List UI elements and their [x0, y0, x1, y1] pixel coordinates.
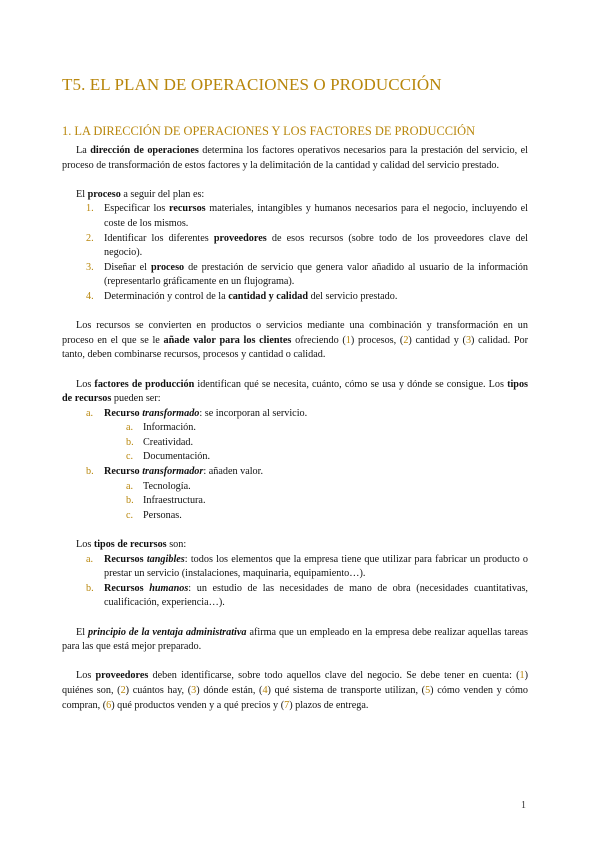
list-item: 1. Especificar los recursos materiales, intangibles y humanos necesarios para el negocio, incluyendo el coste de los mismos.: [86, 203, 529, 229]
section-heading: 1. LA DIRECCIÓN DE OPERACIONES Y LOS FACTORES DE PRODUCCIÓN: [62, 124, 476, 138]
list-item: 2. Identificar los diferentes proveedores de esos recursos (sobre todo de los proveedores clave del negocio).: [86, 232, 528, 259]
page-number: 1: [521, 800, 526, 811]
paragraph-resource-types: Los tipos de recursos son:: [76, 539, 187, 551]
process-list: [62, 202, 528, 304]
sub-list-item: c. Documentación.: [126, 451, 211, 463]
paragraph-factors: Los factores de producción identifican qué se necesita, cuánto, cómo se usa y dónde se consigue. Los tipos de recursos pueden ser:: [62, 378, 529, 405]
paragraph-process: El proceso a seguir del plan es:: [76, 188, 205, 200]
body-text: [62, 144, 528, 713]
sub-list-item: b. Creatividad.: [126, 436, 194, 448]
list-item: b. Recursos humanos: un estudio de las necesidades de mano de obra (necesidades cuantitativas, cualificación, experiencia…).: [86, 582, 528, 609]
paragraph-resources: Los recursos se convierten en productos o servicios mediante una combinación y transformación en un proceso en el que se le añade valor para los clientes ofreciendo (1) procesos, (2) cantidad y (3) calidad. Por tanto, deben combinarse recursos, procesos y cantidad o calidad.: [62, 320, 528, 361]
list-item: 3. Diseñar el proceso de prestación de servicio que genera valor añadido al usuario de la información (representarlo gráficamente en un flujograma).: [86, 261, 528, 288]
paragraph-principle: El principio de la ventaja administrativa afirma que un empleado en la empresa debe realizar aquellas tareas para las que está mejor preparado.: [62, 626, 528, 653]
resource-kind-list: [62, 407, 528, 524]
paragraph-suppliers: Los proveedores deben identificarse, sobre todo aquellos clave del negocio. Se debe tener en cuenta: (1) quiénes son, (2) cuántos hay, (3) dónde están, (4) qué sistema de transporte utilizan, (5) cómo venden y cómo compran, (6) qué productos venden y a qué precios y (7) plazos de entrega.: [62, 670, 529, 711]
list-item: a. Recursos tangibles: todos los elementos que la empresa tiene que utilizar para fabricar un producto o prestar un servicio (instalaciones, maquinaria, equipamiento…).: [86, 553, 528, 580]
resource-type-list: [62, 553, 528, 611]
page-title: T5. EL PLAN DE OPERACIONES O PRODUCCIÓN: [62, 75, 442, 94]
list-item: a. Recurso transformado: se incorporan al servicio.: [86, 407, 308, 419]
paragraph-operations: La dirección de operaciones determina los factores operativos necesarios para la prestación del servicio, el proceso de transformación de estos factores y la delimitación de la cantidad y calidad del servicio prestado.: [62, 145, 529, 171]
list-item: b. Recurso transformador: añaden valor.: [86, 466, 264, 478]
list-item: 4. Determinación y control de la cantidad y calidad del servicio prestado.: [86, 290, 398, 302]
sub-list-item: b. Infraestructura.: [126, 495, 206, 507]
sub-list-item: c. Personas.: [126, 509, 182, 521]
sub-list-item: a. Tecnología.: [126, 480, 191, 492]
sub-list-item: a. Información.: [126, 422, 196, 434]
